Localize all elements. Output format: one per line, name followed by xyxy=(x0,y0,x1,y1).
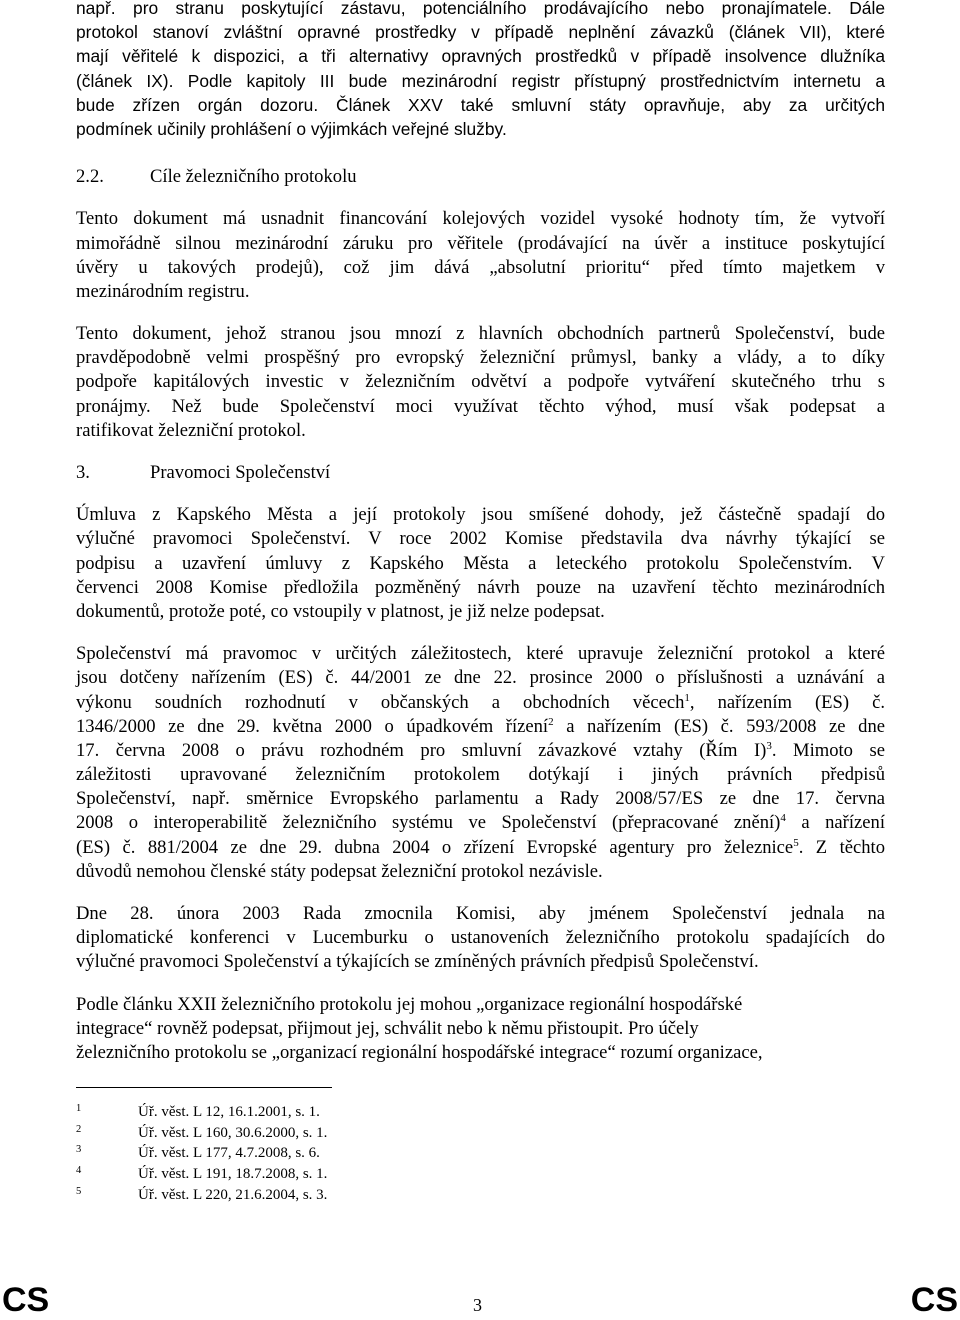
text-segment: 17. června 2008 o právu rozhodném pro smluvní závazkové vztahy (Řím I) xyxy=(76,739,767,761)
text-line: Tento dokument, jehož stranou jsou mnozí z hlavních obchodních partnerů Společenství, bude xyxy=(76,323,885,345)
paragraph xyxy=(76,207,885,304)
document-page xyxy=(76,0,885,1205)
paragraph-with-footnotes xyxy=(76,642,885,884)
text-line: Tento dokument má usnadnit financování kolejových vozidel vysoké hodnoty tím, že vytvoří xyxy=(76,208,885,230)
footnote-text: Úř. věst. L 12, 16.1.2001, s. 1. xyxy=(138,1104,320,1121)
text-line xyxy=(76,715,885,739)
text-line xyxy=(76,739,885,763)
text-segment: (ES) č. 881/2004 ze dne 29. dubna 2004 o zřízení Evropské agentury pro železnice xyxy=(76,836,794,858)
text-line: jsou dotčeny nařízením (ES) č. 44/2001 ze dne 22. prosince 2000 o příslušnosti a uznávání a xyxy=(76,667,885,689)
footnote-text: Úř. věst. L 191, 18.7.2008, s. 1. xyxy=(138,1165,328,1182)
text-line: dokumentů, protože poté, co vstoupily v platnost, je již nelze podepsat. xyxy=(76,600,605,622)
footnote-ref[interactable]: 5 xyxy=(793,836,799,849)
text-line: pravděpodobně velmi prospěšný pro evropský železniční průmysl, banky a vlády, a to díky xyxy=(76,347,885,369)
page-number: 3 xyxy=(473,1295,482,1315)
section-title: Cíle železničního protokolu xyxy=(150,166,357,188)
footnote-text: Úř. věst. L 160, 30.6.2000, s. 1. xyxy=(138,1124,328,1141)
page-footer xyxy=(0,1280,960,1320)
text-segment: . Z těchto xyxy=(798,836,885,858)
text-line: červenci 2008 Komise předložila pozměněný návrh pouze na uzavření těchto mezinárodních xyxy=(76,576,885,598)
footnote-number: 5 xyxy=(76,1185,82,1197)
text-line: železničního protokolu se „organizací regionální hospodářské integrace“ rozumí organizace, xyxy=(76,1041,763,1063)
language-mark-right: CS xyxy=(910,1281,958,1319)
paragraph xyxy=(76,503,885,624)
text-segment: . Mimoto se xyxy=(771,739,885,761)
text-line: protokol stanoví zvláštní opravné prostředky v případě neplnění závazků (článek VII), které xyxy=(76,22,885,43)
text-line: Společenství, např. směrnice Evropského parlamentu a Rady 2008/57/ES ze dne 17. června xyxy=(76,788,885,810)
text-line xyxy=(76,691,885,715)
footnote-number: 1 xyxy=(76,1103,82,1115)
text-line: podmínek učinily prohlášení o výjimkách veřejné služby. xyxy=(76,118,507,139)
section-number: 2.2. xyxy=(76,166,104,188)
text-line: integrace“ rovněž podepsat, přijmout jej, schválit nebo k němu přistoupit. Pro účely xyxy=(76,1017,699,1039)
footnote xyxy=(76,1143,885,1164)
text-line: mezinárodním registru. xyxy=(76,280,250,302)
footnote-text: Úř. věst. L 177, 4.7.2008, s. 6. xyxy=(138,1145,320,1162)
paragraph xyxy=(76,902,885,975)
text-line: diplomatické konferenci v Lucemburku o ustanoveních železničního protokolu spadajících do xyxy=(76,927,885,949)
text-line: záležitosti upravované železničním protokolem dotýkají i jiných právních předpisů xyxy=(76,764,885,786)
text-line xyxy=(76,811,885,835)
paragraph xyxy=(76,322,885,443)
text-line: mimořádně silnou mezinárodní záruku pro věřitele (prodávající na úvěr a instituce poskytující xyxy=(76,232,885,254)
footnote xyxy=(76,1102,885,1123)
footnote-ref[interactable]: 4 xyxy=(780,812,786,825)
text-segment: a nařízení xyxy=(785,812,885,834)
footnote-number: 2 xyxy=(76,1123,82,1135)
text-line: důvodů nemohou členské státy podepsat železniční protokol nezávisle. xyxy=(76,860,603,882)
paragraph xyxy=(76,993,885,1066)
footnote xyxy=(76,1185,885,1206)
text-line: bude zřízen orgán dozoru. Článek XXV také smluvní státy opravňuje, aby za určitých xyxy=(76,94,885,115)
section-number: 3. xyxy=(76,462,90,483)
text-line: ratifikovat železniční protokol. xyxy=(76,419,306,441)
text-line: výlučné pravomoci Společenství. V roce 2002 Komise představila dva návrhy týkající se xyxy=(76,528,885,550)
footnote-number: 3 xyxy=(76,1144,82,1156)
language-mark-left: CS xyxy=(2,1281,50,1319)
text-segment: a nařízením (ES) č. 593/2008 ze dne xyxy=(553,715,885,737)
text-line: pronájmy. Než bude Společenství moci využívat těchto výhod, musí však podepsat a xyxy=(76,395,885,417)
text-segment: , nařízením (ES) č. xyxy=(689,691,886,713)
section-title: Pravomoci Společenství xyxy=(150,462,331,483)
text-line: Dne 28. února 2003 Rada zmocnila Komisi, aby jménem Společenství jednala na xyxy=(76,903,885,924)
text-line: Úmluva z Kapského Města a její protokoly jsou smíšené dohody, jež částečně spadají do xyxy=(76,504,885,526)
text-line: Společenství má pravomoc v určitých záležitostech, které upravuje železniční protokol a které xyxy=(76,643,885,665)
text-line: podpisu a uzavření úmluvy z Kapského Města a leteckého protokolu Společenstvím. V xyxy=(76,552,885,574)
text-line xyxy=(76,836,885,860)
text-segment: výkonu soudních rozhodnutí v občanských a obchodních věcech xyxy=(76,691,685,713)
intro-paragraph xyxy=(76,0,885,141)
text-line: úvěry u takových prodejů), což jim dává „absolutní prioritu“ před tímto majetkem v xyxy=(76,256,885,278)
text-line: (článek IX). Podle kapitoly III bude mezinárodní registr přístupný prostřednictvím internetu a xyxy=(76,70,885,91)
footnote-text: Úř. věst. L 220, 21.6.2004, s. 3. xyxy=(138,1186,328,1203)
section-heading-2-2 xyxy=(76,165,885,189)
text-line: podpoře kapitálových investic v železničním odvětví a podpoře vytváření skutečného trhu s xyxy=(76,371,885,393)
footnote-ref[interactable]: 2 xyxy=(548,715,554,728)
section-heading-3 xyxy=(76,461,885,485)
footnote-number: 4 xyxy=(76,1164,82,1176)
text-line: např. pro stranu poskytující zástavu, potenciálního prodávajícího nebo pronajímatele. Dále xyxy=(76,0,885,18)
footnotes xyxy=(76,1102,885,1205)
footnote xyxy=(76,1164,885,1185)
footnote xyxy=(76,1123,885,1144)
text-line: výlučné pravomoci Společenství a týkajících se zmíněných právních předpisů Společenství. xyxy=(76,951,759,973)
text-line: mají věřitelé k dispozici, a tři alternativy opravných prostředků v případě insolvence dlužníka xyxy=(76,46,885,67)
footnote-ref[interactable]: 1 xyxy=(684,691,690,704)
text-segment: 2008 o interoperabilitě železničního systému ve Společenství (přepracované znění) xyxy=(76,812,781,834)
text-segment: 1346/2000 ze dne 29. května 2000 o úpadkovém řízení xyxy=(76,715,549,737)
text-line: Podle článku XXII železničního protokolu jej mohou „organizace regionální hospodářské xyxy=(76,993,743,1015)
footnote-ref[interactable]: 3 xyxy=(766,739,772,752)
